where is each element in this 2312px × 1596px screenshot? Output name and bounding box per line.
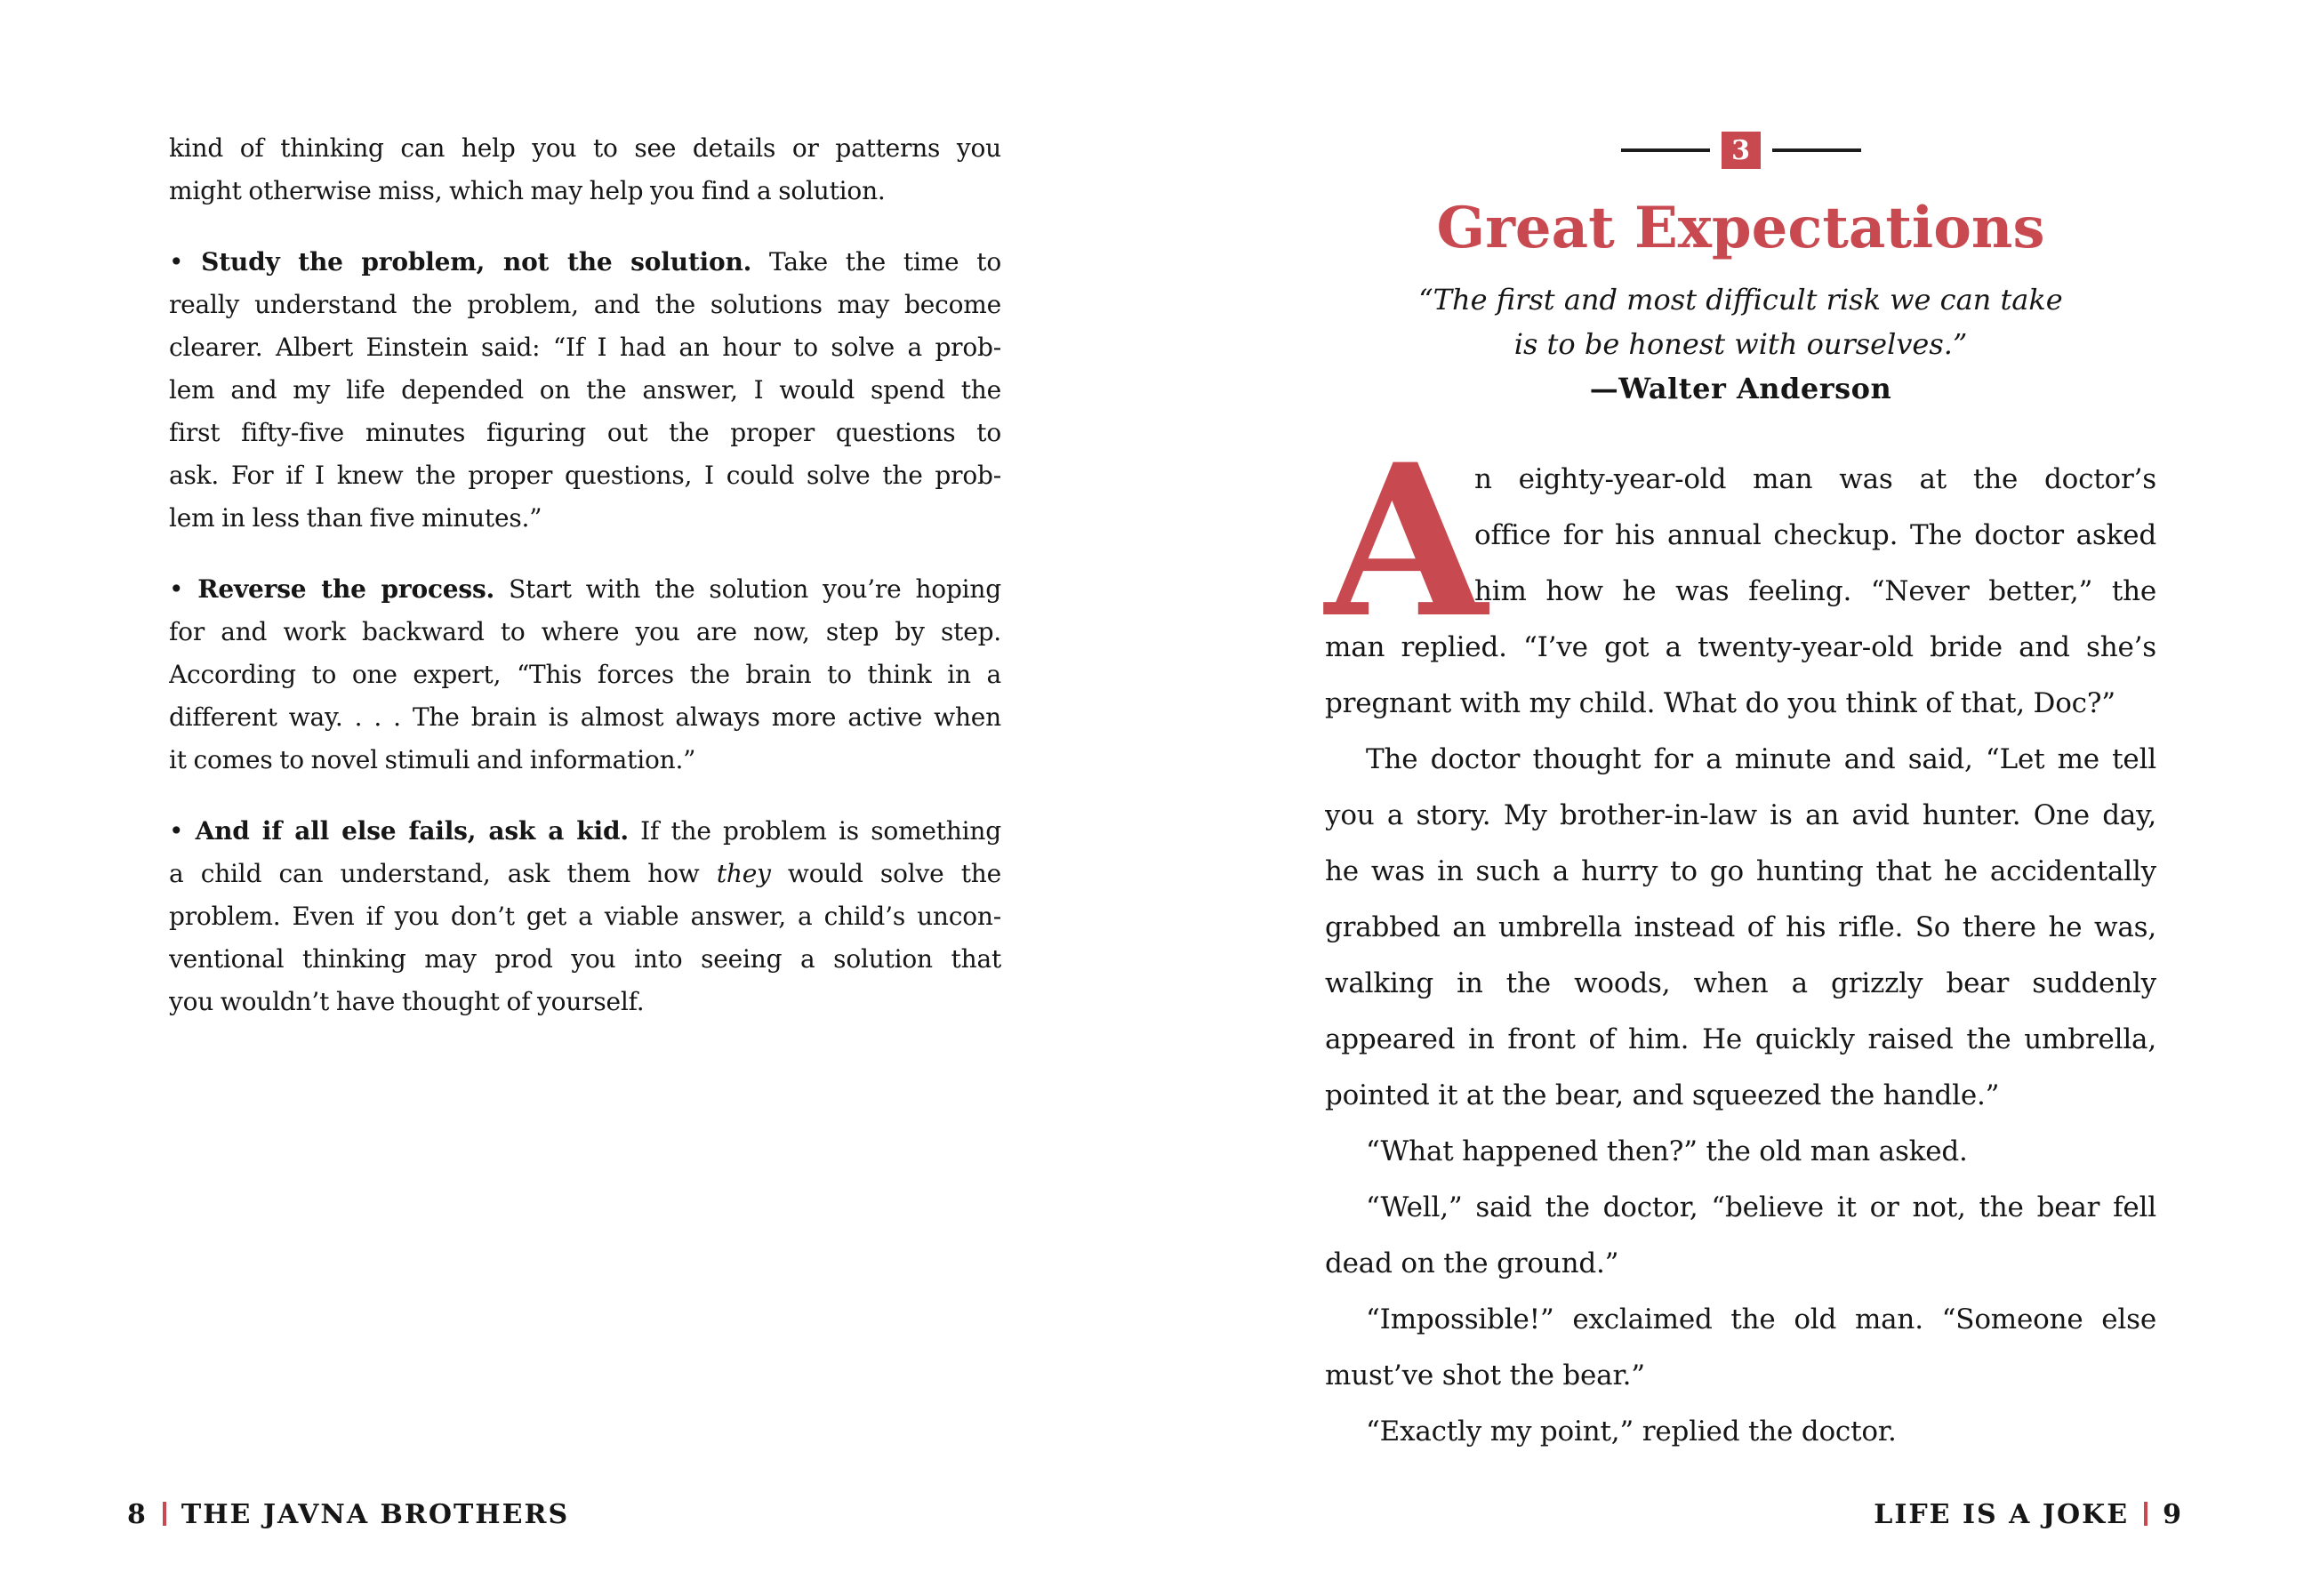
text-line [169,810,1001,853]
italic-word: they [716,859,771,888]
running-title-right: LIFE IS A JOKE [1874,1499,2130,1530]
text-segment: Start with the solution you’re hoping [494,574,1001,604]
text-line [169,284,1001,326]
story-line: you a story. My brother-in-law is an avid hunter. One day, [1325,799,2156,831]
left-page-text [169,127,1001,1052]
text-line [169,568,1001,611]
text-segment: really understand the problem, and the solutions may become [169,290,1001,319]
footer-separator [2144,1502,2147,1526]
story-line: office for his annual checkup. The doctor asked [1474,519,2156,551]
text-line [169,739,1001,782]
text-line [169,241,1001,284]
chapter-number-badge [1722,132,1761,169]
story-line: pregnant with my child. What do you think of that, Doc?” [1325,687,2115,719]
story-line: he was in such a hurry to go hunting that he accidentally [1325,855,2156,887]
text-line [169,454,1001,497]
text-line [169,326,1001,369]
chapter-rule-right [1772,148,1861,152]
text-segment: Take the time to [751,247,1001,277]
story-line: The doctor thought for a minute and said, “Let me tell [1366,743,2156,775]
text-segment: would solve the [770,859,1001,888]
story-line: “What happened then?” the old man asked. [1366,1135,1968,1167]
text-segment: According to one expert, “This forces the brain to think in a [169,660,1001,689]
text-segment: clearer. Albert Einstein said: “If I had an hour to solve a prob- [169,333,1001,362]
text-line [169,981,1001,1023]
paragraph [169,241,1001,540]
epigraph [1325,277,2156,411]
story-line: walking in the woods, when a grizzly bear suddenly [1325,967,2156,999]
bold-lead-in: Reverse the process. [197,574,495,604]
text-segment: different way. . . . The brain is almost always more active when [169,702,1001,732]
chapter-number: 3 [1731,134,1750,166]
text-segment: • [169,816,196,846]
text-segment: lem in less than five minutes.” [169,503,542,533]
paragraph [169,127,1001,213]
chapter-title: Great Expectations [1436,195,2045,261]
text-segment: • [169,247,202,277]
story-line: pointed it at the bear, and squeezed the handle.” [1325,1079,2000,1111]
epigraph-line: “The first and most difficult risk we can take [1418,283,2063,317]
text-segment: • [169,574,198,604]
footer-right [1874,1499,2183,1531]
story-line: “Exactly my point,” replied the doctor. [1366,1416,1897,1448]
text-line [169,654,1001,696]
footer-left [127,1499,569,1531]
epigraph-attribution: —Walter Anderson [1589,372,1892,405]
text-segment: kind of thinking can help you to see details or patterns you [169,133,1001,163]
paragraph [169,810,1001,1023]
text-segment: If the problem is something [628,816,1001,846]
paragraph [169,568,1001,782]
chapter-rule-left [1621,148,1710,152]
story-line: dead on the ground.” [1325,1247,1619,1279]
text-segment: might otherwise miss, which may help you find a solution. [169,176,886,205]
right-page-text [1325,419,2156,1460]
text-line [169,127,1001,170]
story-line: man replied. “I’ve got a twenty-year-old bride and she’s [1325,631,2156,663]
story-line: him how he was feeling. “Never better,” the [1474,575,2156,607]
story-line: “Well,” said the doctor, “believe it or not, the bear fell [1366,1191,2156,1223]
text-segment: it comes to novel stimuli and information.” [169,745,696,774]
text-line [169,853,1001,895]
text-segment: problem. Even if you don’t get a viable answer, a child’s uncon- [169,902,1001,931]
story-line: must’ve shot the bear.” [1325,1359,1645,1391]
epigraph-line: is to be honest with ourselves.” [1513,327,1968,361]
text-line [169,369,1001,412]
story-line: “Impossible!” exclaimed the old man. “Someone else [1366,1303,2156,1335]
text-line [169,170,1001,213]
text-segment: first fifty-five minutes figuring out the proper questions to [169,418,1001,447]
chapter-mark [1325,131,2156,170]
story-line: grabbed an umbrella instead of his rifle. So there he was, [1325,911,2156,943]
story-line: n eighty-year-old man was at the doctor’s [1474,463,2156,495]
text-line [169,895,1001,938]
page-number-left: 8 [127,1499,148,1530]
text-segment: for and work backward to where you are now, step by step. [169,617,1001,646]
drop-cap: A [1325,419,1488,664]
running-title-left: THE JAVNA BROTHERS [181,1499,570,1530]
page-number-right: 9 [2163,1499,2183,1530]
text-segment: a child can understand, ask them how [169,859,717,888]
text-segment: ventional thinking may prod you into seeing a solution that [169,944,1001,974]
text-segment: you wouldn’t have thought of yourself. [169,987,645,1016]
text-line [169,497,1001,540]
bold-lead-in: And if all else fails, ask a kid. [195,816,629,846]
text-segment: lem and my life depended on the answer, I would spend the [169,375,1001,405]
text-line [169,412,1001,454]
footer-separator [163,1502,166,1526]
text-line [169,611,1001,654]
bold-lead-in: Study the problem, not the solution. [201,247,752,277]
story-line: appeared in front of him. He quickly raised the umbrella, [1325,1023,2156,1055]
text-segment: ask. For if I knew the proper questions, I could solve the prob- [169,461,1001,490]
text-line [169,938,1001,981]
text-line [169,696,1001,739]
